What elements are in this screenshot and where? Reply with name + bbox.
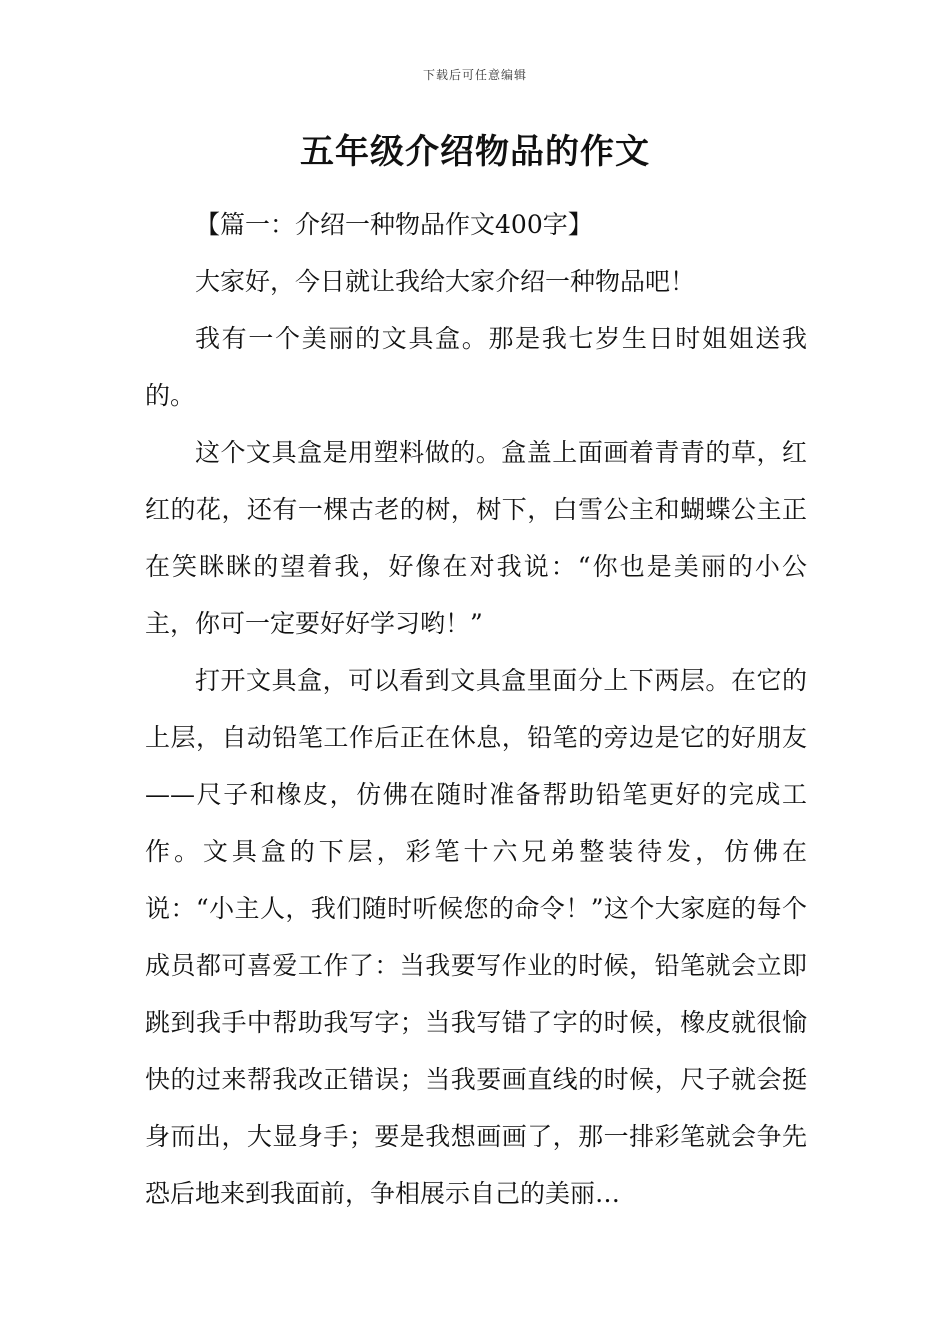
paragraph: 我有一个美丽的文具盒。那是我七岁生日时姐姐送我的。: [145, 324, 807, 410]
document-title: 五年级介绍物品的作文: [300, 132, 650, 172]
paragraph: 这个文具盒是用塑料做的。盒盖上面画着青青的草，红红的花，还有一棵古老的树，树下，白雪公主和蝴蝶公主正在笑眯眯的望着我，好像在对我说：“你也是美丽的小公主，你可一定要好好学习哟！”: [145, 438, 807, 638]
section-heading: 【篇一：介绍一种物品作文400字】: [195, 210, 593, 239]
header-note: 下载后可任意编辑: [422, 68, 527, 82]
paragraph: 打开文具盒，可以看到文具盒里面分上下两层。在它的上层，自动铅笔工作后正在休息，铅笔的旁边是它的好朋友——尺子和橡皮，仿佛在随时准备帮助铅笔更好的完成工作。文具盒的下层，彩笔十六兄弟整装待发，仿佛在说：“小主人，我们随时听候您的命令！”这个大家庭的每个成员都可喜爱工作了：当我要写作业的时候，铅笔就会立即跳到我手中帮助我写字；当我写错了字的时候，橡皮就很愉快的过来帮我改正错误；当我要画直线的时候，尺子就会挺身而出，大显身手；要是我想画画了，那一排彩笔就会争先恐后地来到我面前，争相展示自己的美丽…: [145, 666, 807, 1208]
paragraph: 大家好，今日就让我给大家介绍一种物品吧！: [195, 267, 696, 296]
document-body: [145, 196, 807, 1222]
